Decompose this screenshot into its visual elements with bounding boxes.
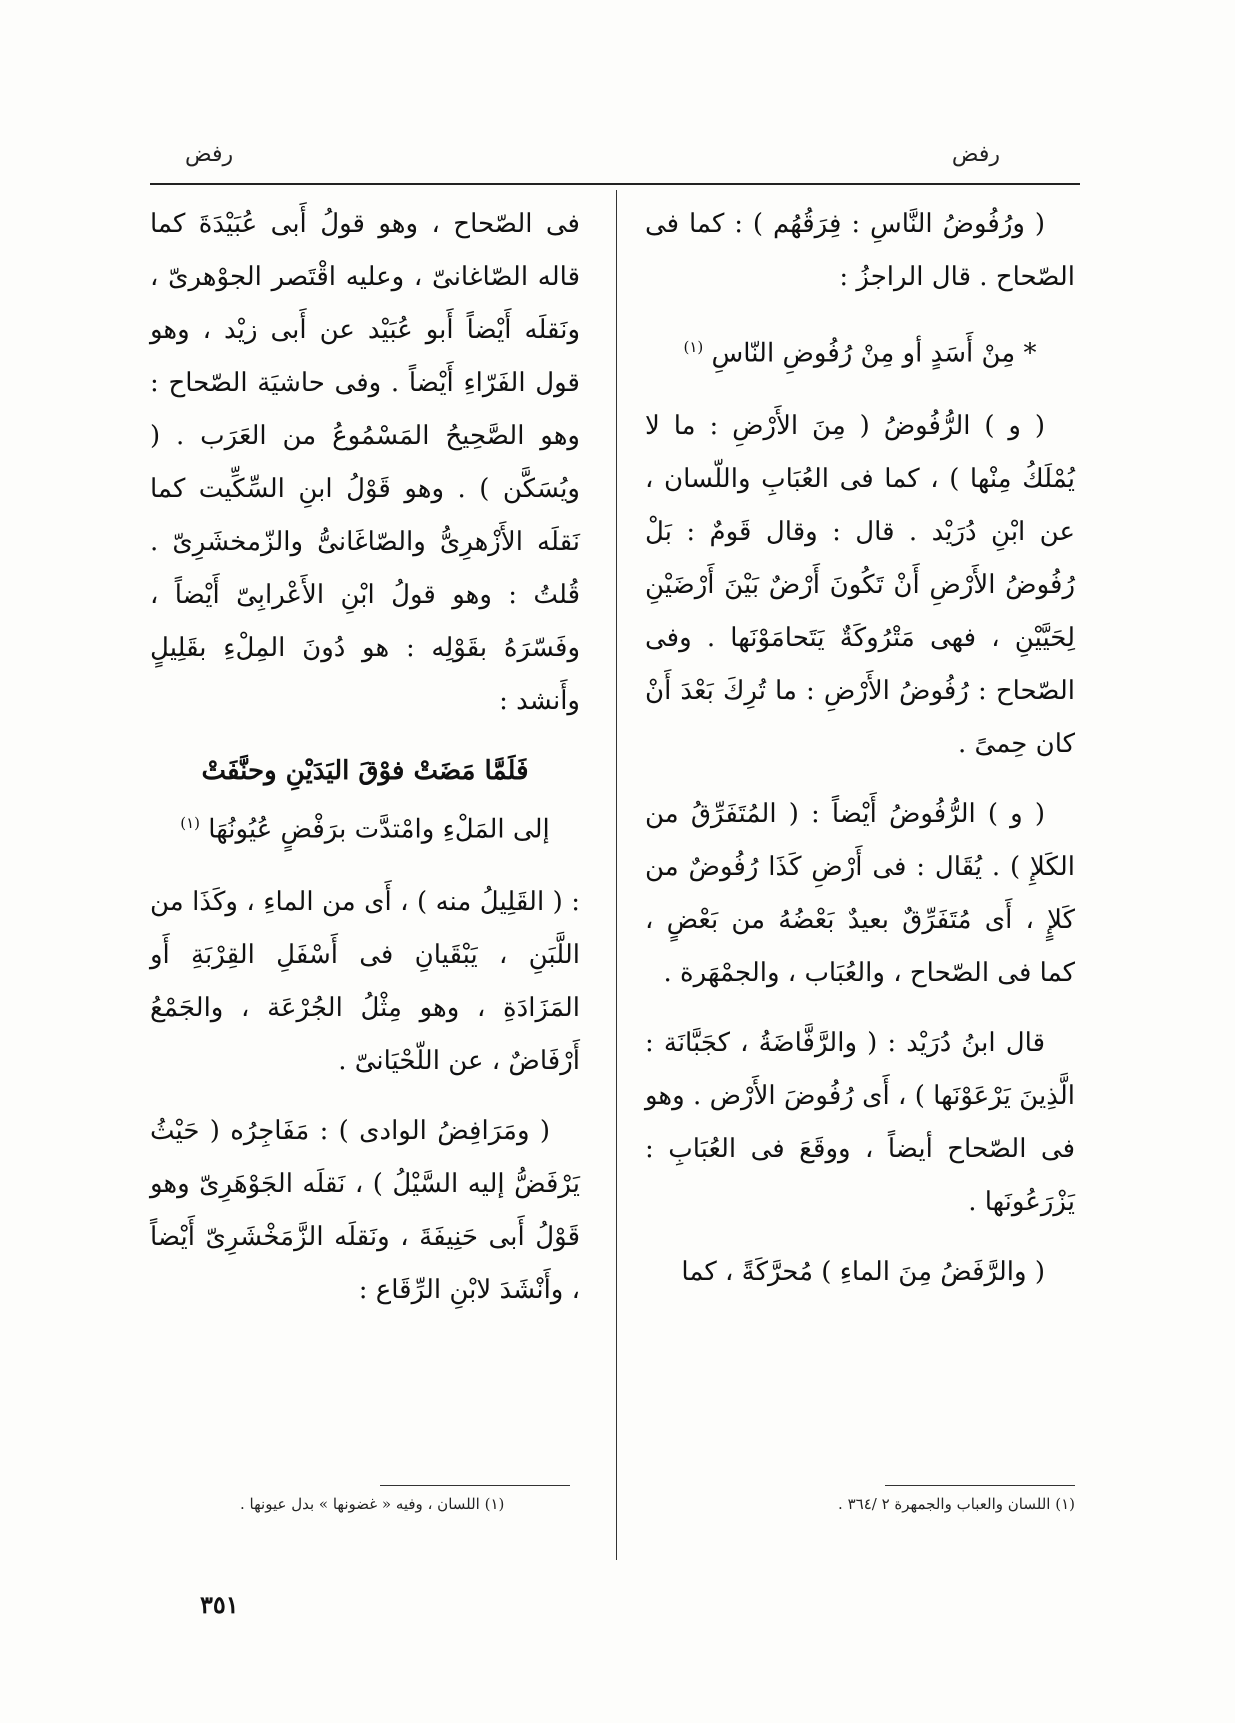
footnote-marker: (١) [180,814,201,832]
verse-quote [150,745,580,856]
paragraph: ( ورُفُوضُ النَّاسِ : فِرَقُهُم ) : كما فى الصّحاح . قال الراجزُ : [645,209,1075,292]
footnote-left: (١) اللسان ، وفيه « غضونها » بدل عيونها . [240,1495,505,1513]
column-divider [616,190,617,1560]
footnote-rule-left [380,1485,570,1486]
right-column [645,198,1075,1316]
verse-line-text: إلى المَلْءِ وامْتدَّت برَفْضٍ عُيُونُهَا [208,814,550,845]
verse-quote [645,321,1075,380]
verse-text: * مِنْ أَسَدٍ أو مِنْ رُفُوضِ النّاسِ [711,338,1037,369]
footnote-right: (١) اللسان والعباب والجمهرة ٢ /٣٦٤ . [838,1495,1075,1513]
page-number: ٣٥١ [200,1590,239,1619]
paragraph: : ( القَلِيلُ منه ) ، أَى من الماءِ ، وكَذَا من اللَّبَنِ ، يَبْقَيانِ فى أَسْفَلِ القِرْبَةِ أَو المَزَادَةِ ، وهو مِثْلُ الجُرْعَة ، والجَمْعُ أَرْفَاضٌ ، عن اللّحْيَانىّ . [150,886,580,1076]
paragraph: ( ومَرَافِضُ الوادى ) : مَفَاجِرُه ( حَيْثُ يَرْفَضُّ إليه السَّيْلُ ) ، نَقلَه الجَوْهَرِىّ وهو قَوْلُ أَبى حَنِيفَةَ ، ونَقلَه الزَّمَخْشَرِىّ أَيْضاً ، وأَنْشَدَ لابْنِ الرِّقَاع : [150,1115,580,1305]
paragraph: ( و ) الرُّفُوضُ ( مِنَ الأَرْضِ : ما لا يُمْلَكُ مِنْها ) ، كما فى العُبَابِ واللّسان ، عن ابْنِ دُرَيْد . قال : وقال قَومٌ : بَلْ رُفُوضُ الأَرْضِ أَنْ تَكُونَ أَرْضٌ بَيْنَ أَرْضَيْنِ لِحَيَّيْنِ ، فهى مَتْرُوكَةٌ يَتَحامَوْنَها . وفى الصّحاح : رُفُوضُ الأَرْضِ : ما تُرِكَ بَعْدَ أَنْ كان حِمىً . [645,410,1075,759]
verse-line [150,797,580,856]
paragraph: ( و ) الرُّفُوضُ أَيْضاً : ( المُتَفَرِّقُ من الكَلإِ ) . يُقَال : فى أَرْضِ كَذَا رُفُوضٌ من كَلإٍ ، أَى مُتَفَرِّقٌ بعيدٌ بَعْضُهُ من بَعْضٍ ، كما فى الصّحاح ، والعُبَاب ، والجمْهَرة . [645,798,1075,988]
footnote-rule-right [885,1485,1075,1486]
running-head-right: رفض [951,142,1000,167]
paragraph: ( والرَّفَضُ مِنَ الماءِ ) مُحرَّكَةً ، كما [681,1256,1045,1287]
paragraph: قال ابنُ دُرَيْد : ( والرَّفَّاضَةُ ، كجَبَّانَة : الَّذِينَ يَرْعَوْنَها ) ، أَى رُفُوضَ الأَرْض . وهو فى الصّحاح أيضاً ، ووقَعَ فى العُبَابِ : يَزْرَعُونَها . [645,1027,1075,1217]
left-column [150,198,580,1334]
running-head-left: رفض [185,142,234,167]
footnote-marker: (١) [683,338,704,356]
header-rule [150,183,1080,185]
paragraph: فى الصّحاح ، وهو قولُ أَبى عُبَيْدَةَ كما قاله الصّاغانىّ ، وعليه اقْتَصر الجوْهرىّ ، ونَقلَه أَيْضاً أَبو عُبَيْد عن أَبى زيْد ، وهو قول الفَرّاءِ أَيْضاً . وفى حاشيَة الصّحاح : وهو الصَّحِيحُ المَسْمُوعُ من العَرَب . ( ويُسَكَّن ) . وهو قَوْلُ ابنِ السِّكِّيت كما نَقلَه الأَزْهرِىُّ والصّاغَانىُّ والزّمخشَرِىّ . قُلتُ : وهو قولُ ابْنِ الأَعْرابِىّ أَيْضاً ، وفَسّرَهُ بقَوْلِه : هو دُونَ المِلْءِ بقَلِيلٍ وأَنشد : [150,209,580,716]
verse-line: فَلَمَّا مَضَتْ فوْقَ اليَدَيْنِ وحنَّفَتْ [201,756,529,786]
